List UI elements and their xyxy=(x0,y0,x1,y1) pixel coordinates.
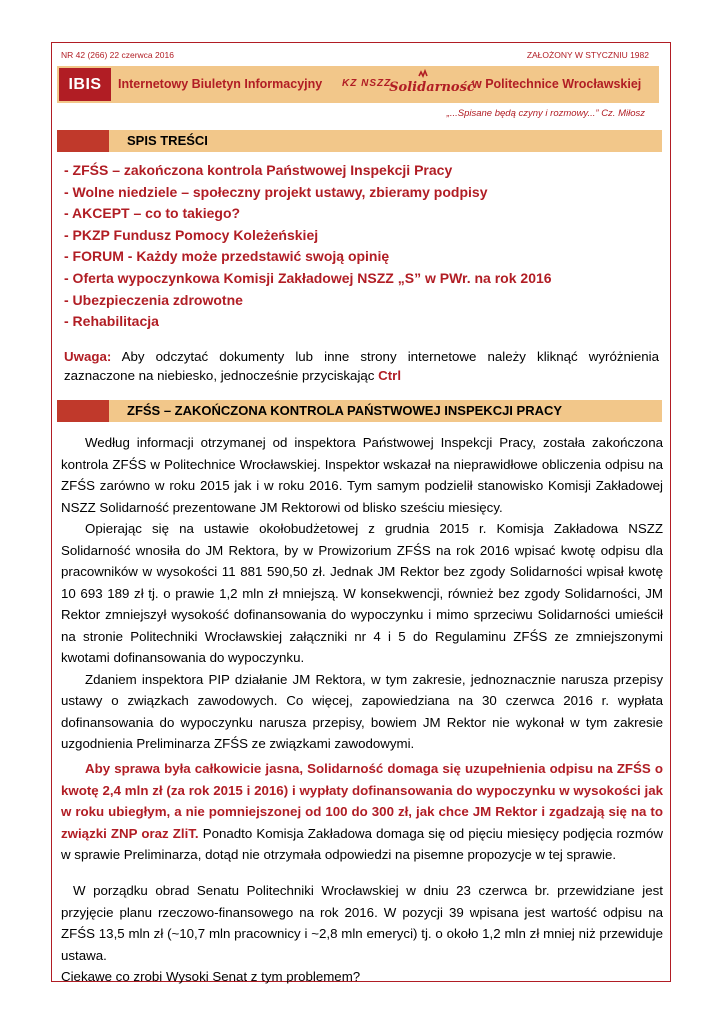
heading-marker xyxy=(57,130,109,152)
paragraph: W porządku obrad Senatu Politechniki Wrocławskiej w dniu 23 czerwca br. przewidziane jest przyjęcie planu rzeczowo-finansowego na rok 2016. W pozycji 39 wpisana jest wartość odpisu na ZFŚS 13,5 mln zł (~10,7 mln pracownicy i ~2,8 mln emeryci) tj. o około 1,2 mln zł mniej niż przewiduje ustawa. xyxy=(61,883,663,963)
toc-item[interactable]: - AKCEPT – co to takiego? xyxy=(64,205,241,222)
founded-date: ZAŁOŻONY W STYCZNIU 1982 xyxy=(526,50,649,60)
header-meta xyxy=(57,48,659,62)
toc-heading: SPIS TREŚCI xyxy=(127,133,208,148)
issue-number: NR 42 (266) 22 czerwca 2016 xyxy=(61,50,174,60)
svg-text:Solidarność: Solidarność xyxy=(389,80,475,95)
heading-marker xyxy=(57,400,109,422)
toc-item[interactable]: - Rehabilitacja xyxy=(64,313,159,330)
toc-heading-bar xyxy=(57,130,662,152)
article-senate xyxy=(61,880,663,988)
article-heading-bar xyxy=(57,400,662,422)
paragraph: Zdaniem inspektora PIP działanie JM Rektora, w tym zakresie, jednoznacznie narusza przepisy ustawy o związkach zawodowych. Co więcej, zapowiedziana na 30 czerwca 2016 r. wypłata dofinansowania do wypoczynku narusza przepisy, bowiem JM Rektor nie wykonał w tym zakresie uzgodnienia Preliminarza ZFŚS ze związkami zawodowymi. xyxy=(61,671,663,751)
table-of-contents xyxy=(64,160,552,333)
union-label: KZ NSZZ xyxy=(342,78,392,89)
note-key: Ctrl xyxy=(378,368,402,383)
note-text: Aby odczytać dokumenty lub inne strony internetowe należy kliknąć wyróżnienia zaznaczone na niebiesko, jednocześnie przyciskając xyxy=(64,349,659,383)
solidarnosc-logo xyxy=(389,70,475,98)
toc-item[interactable]: - ZFŚS – zakończona kontrola Państwowej Inspekcji Pracy xyxy=(64,162,453,178)
toc-item[interactable]: - FORUM - Każdy może przedstawić swoją opinię xyxy=(64,248,390,265)
paragraph xyxy=(61,758,663,866)
milosz-quote: „...Spisane będą czyny i rozmowy...” Cz. Miłosz xyxy=(446,108,645,119)
toc-item[interactable]: - PKZP Fundusz Pomocy Koleżeńskiej xyxy=(64,226,319,243)
toc-item[interactable]: - Oferta wypoczynkowa Komisji Zakładowej NSZZ „S” w PWr. na rok 2016 xyxy=(64,269,552,286)
note-label: Uwaga: xyxy=(64,349,112,364)
paragraph-rest: Ponadto Komisja Zakładowa domaga się od pięciu miesięcy podjęcia rozmów w sprawie Preliminarza, dotąd nie otrzymała odpowiedzi na pisemne propozycje w tej sprawie. xyxy=(61,825,663,862)
demand-text: Aby sprawa była całkowicie jasna, Solidarność domaga się uzupełnienia odpisu na ZFŚS o kwotę 2,4 mln zł (za rok 2015 i 2016) i wypłaty dofinansowania do wypoczynku w wysokości jak w roku ubiegłym, a nie pomniejszonej od 100 do 300 zł, jak chce JM Rektor i zgadzają się na to związki ZNP oraz ZliT. xyxy=(61,761,663,841)
closing-question: Ciekawe co zrobi Wysoki Senat z tym problemem? xyxy=(61,969,361,984)
ibis-logo: IBIS xyxy=(59,68,111,101)
bulletin-title: Internetowy Biuletyn Informacyjny xyxy=(118,77,323,91)
article-body xyxy=(61,432,663,755)
toc-item[interactable]: - Ubezpieczenia zdrowotne xyxy=(64,291,243,308)
paragraph: Według informacji otrzymanej od inspektora Państwowej Inspekcji Pracy, została zakończona kontrola ZFŚS w Politechnice Wrocławskiej. Inspektor wskazał na nieprawidłowe obliczenia odpisu na ZFŚS zarówno w roku 2015 jak i w roku 2016. Tym samym podzielił stanowisko Komisji Zakładowej NSZZ Solidarność prezentowane JM Rektorowi od blisko sześciu miesięcy. xyxy=(61,435,663,515)
university-label: w Politechnice Wrocławskiej xyxy=(472,77,642,91)
article-demand xyxy=(61,758,663,866)
header-banner xyxy=(57,66,659,103)
ctrl-note xyxy=(64,347,659,385)
paragraph: Opierając się na ustawie okołobudżetowej z grudnia 2015 r. Komisja Zakładowa NSZZ Solidarność wnosiła do JM Rektora, by w Prowizorium ZFŚS na rok 2016 wpisać kwotę odpisu dla pracowników w wysokości 11 881 590,50 zł. Jednak JM Rektor bez zgody Solidarności wpisał kwotę 10 693 189 zł tj. o prawie 1,2 mln zł mniejszą. W konsekwencji, również bez zgody Solidarności, JM Rektor zmniejszył wysokość dofinansowania do wypoczynku i mimo sprzeciwu Solidarności umieścił na stronie Politechniki Wrocławskiej załączniki nr 4 i 5 do Regulaminu ZFŚS ze zmniejszonymi kwotami dofinansowania do wypoczynku. xyxy=(61,521,663,665)
toc-item[interactable]: - Wolne niedziele – społeczny projekt ustawy, zbieramy podpisy xyxy=(64,183,488,200)
article-heading: ZFŚS – ZAKOŃCZONA KONTROLA PAŃSTWOWEJ INSPEKCJI PRACY xyxy=(127,403,563,418)
